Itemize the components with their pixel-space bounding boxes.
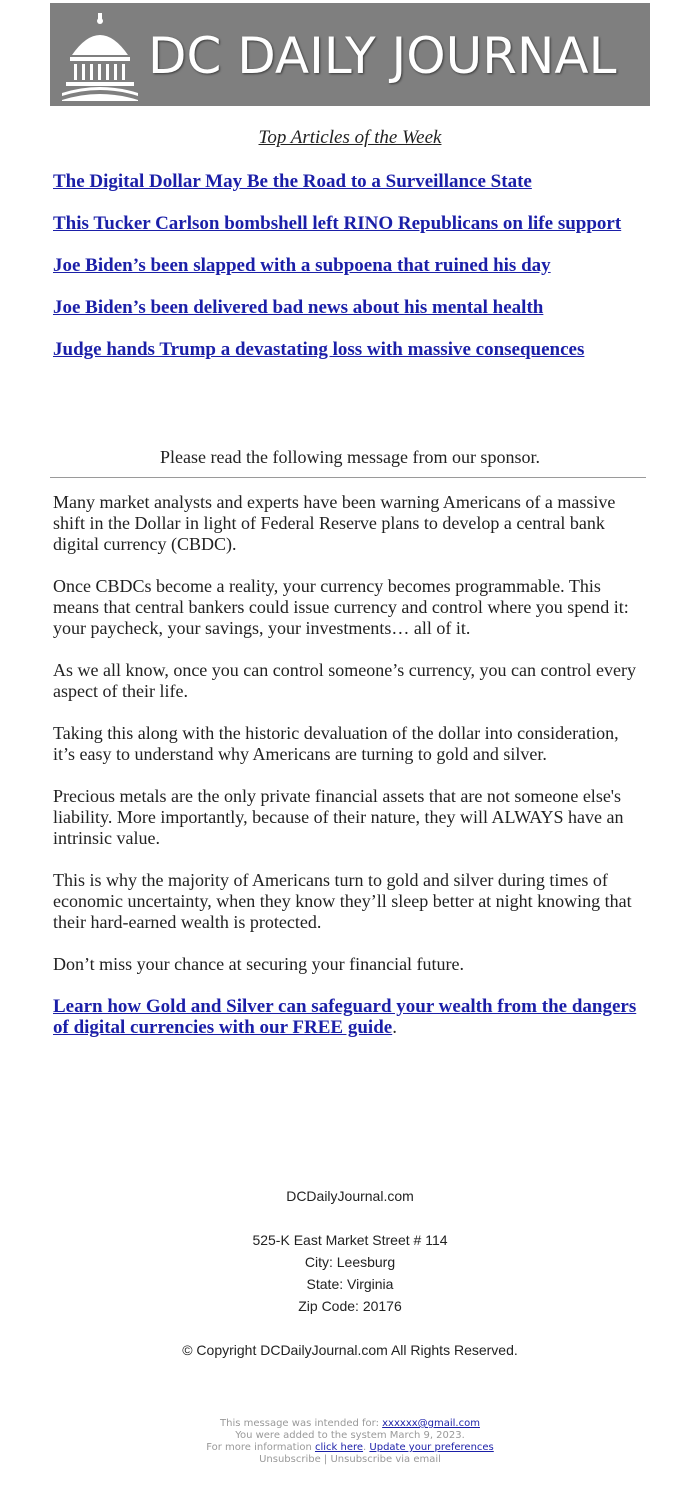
- body-paragraph: Once CBDCs become a reality, your currency becomes programmable. This means that central bankers could issue currency and control where you spend it: your paycheck, your savings, your investments… all of it.: [53, 576, 629, 638]
- fine-more-info: [50, 1442, 650, 1454]
- recipient-email-link[interactable]: xxxxxx@gmail.com: [382, 1418, 480, 1429]
- fine-intended-label: This message was intended for:: [220, 1418, 383, 1429]
- fine-separator: .: [363, 1442, 370, 1453]
- body-paragraph: Precious metals are the only private financial assets that are not someone else's liability. More importantly, because of their nature, they will ALWAYS have an intrinsic value.: [53, 786, 624, 848]
- body-paragraph: This is why the majority of Americans turn to gold and silver during times of economic uncertainty, when they know they’ll sleep better at night knowing that their hard-earned wealth is protected.: [53, 870, 632, 932]
- fine-pipe: |: [320, 1454, 331, 1465]
- fine-unsubscribe: [50, 1454, 650, 1466]
- footer-spacer: [50, 1207, 650, 1229]
- free-guide-link[interactable]: Learn how Gold and Silver can safeguard your wealth from the dangers of digital currencies with our FREE guide: [53, 996, 637, 1038]
- fine-more-info-label: For more information: [206, 1442, 315, 1453]
- article-link-judge-trump[interactable]: Judge hands Trump a devastating loss with massive consequences: [53, 339, 585, 360]
- top-articles-list: [53, 171, 643, 381]
- footer-site: DCDailyJournal.com: [286, 1188, 414, 1204]
- article-link-biden-mental-health[interactable]: Joe Biden’s been delivered bad news about his mental health: [53, 297, 544, 318]
- footer-address: 525-K East Market Street # 114: [252, 1232, 448, 1248]
- divider: [50, 477, 646, 478]
- sponsor-note: Please read the following message from our sponsor.: [160, 447, 540, 467]
- body-paragraph: Many market analysts and experts have been warning Americans of a massive shift in the Dollar in light of Federal Reserve plans to develop a central bank digital currency (CBDC).: [53, 492, 616, 554]
- body-paragraph: Taking this along with the historic devaluation of the dollar into consideration, it’s easy to understand why Americans are turning to gold and silver.: [53, 723, 619, 764]
- body-paragraph: As we all know, once you can control someone’s currency, you can control every aspect of their life.: [53, 660, 636, 701]
- update-preferences-link[interactable]: Update your preferences: [369, 1442, 494, 1453]
- fine-print: [50, 1418, 650, 1466]
- footer-copyright: © Copyright DCDailyJournal.com All Rights Reserved.: [182, 1342, 518, 1358]
- click-here-link[interactable]: click here: [314, 1442, 364, 1453]
- sponsor-message: [53, 492, 645, 1038]
- fine-intended: [50, 1418, 650, 1430]
- article-link-biden-subpoena[interactable]: Joe Biden’s been slapped with a subpoena that ruined his day: [53, 255, 551, 276]
- article-link-digital-dollar[interactable]: The Digital Dollar May Be the Road to a Surveillance State: [53, 171, 532, 192]
- article-link-tucker-carlson[interactable]: This Tucker Carlson bombshell left RINO Republicans on life support: [53, 213, 622, 234]
- cta-paragraph: [53, 996, 645, 1038]
- unsubscribe-email-link[interactable]: Unsubscribe via email: [330, 1454, 441, 1465]
- footer-city: City: Leesburg: [304, 1254, 396, 1270]
- body-paragraph: Don’t miss your chance at securing your financial future.: [53, 954, 465, 974]
- masthead-title: DC DAILY JOURNAL: [148, 27, 617, 85]
- footer-zip: Zip Code: 20176: [298, 1298, 402, 1314]
- fine-added: You were added to the system March 9, 2023.: [235, 1430, 465, 1441]
- unsubscribe-link[interactable]: Unsubscribe: [259, 1454, 321, 1465]
- footer-state: State: Virginia: [306, 1276, 394, 1292]
- footer: [50, 1185, 650, 1361]
- cta-period: .: [392, 1017, 397, 1038]
- masthead-banner: [50, 3, 650, 106]
- top-articles-heading: Top Articles of the Week: [258, 127, 442, 148]
- footer-spacer: [50, 1317, 650, 1339]
- capitol-dome-icon: [60, 11, 140, 101]
